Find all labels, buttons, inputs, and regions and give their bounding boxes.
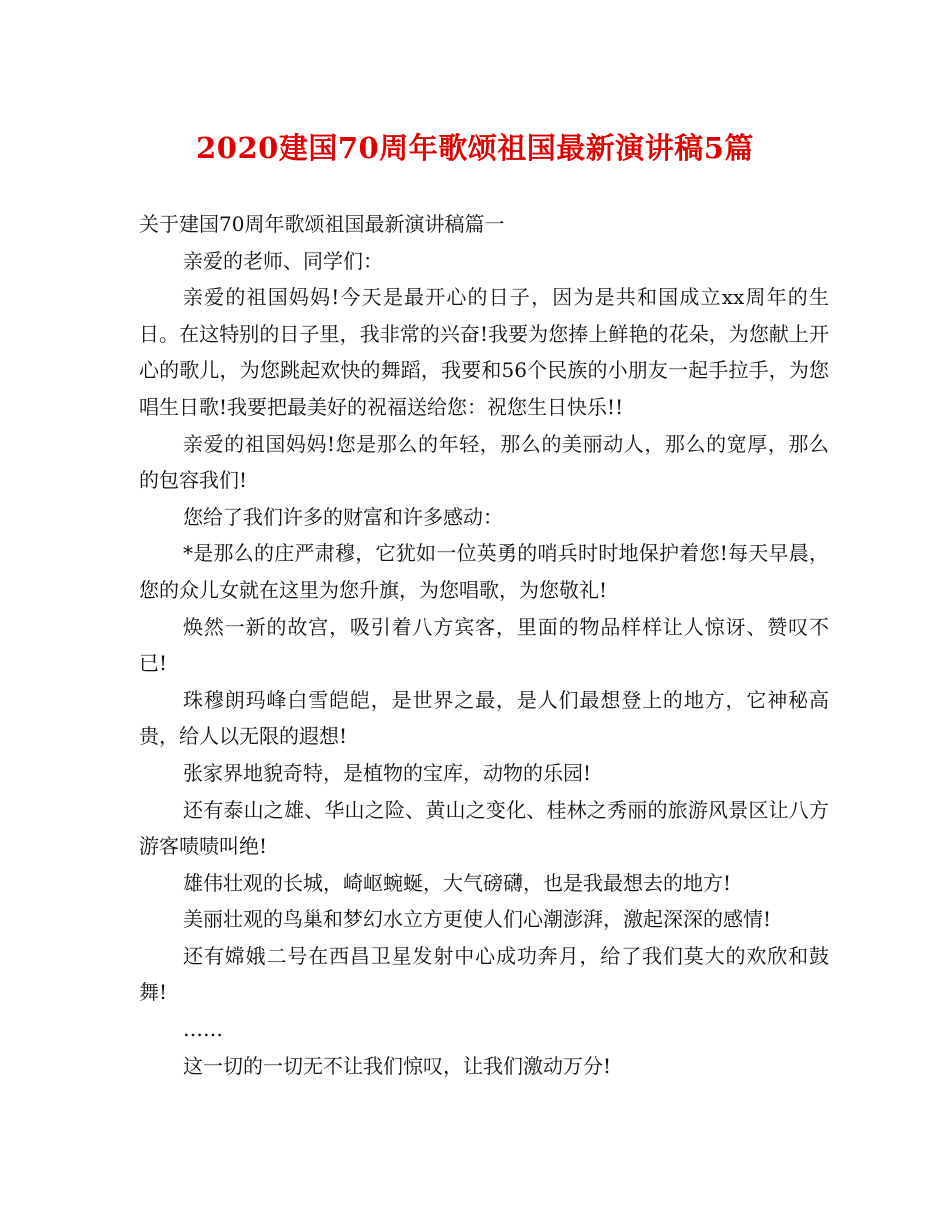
ellipsis-paragraph: …… [183,1017,223,1042]
paragraph-greeting: 亲爱的老师、同学们： [183,248,383,273]
paragraph: 亲爱的祖国妈妈!您是那么的年轻，那么的美丽动人，那么的宽厚，那么的包容我们! [139,431,829,493]
paragraph: 您给了我们许多的财富和许多感动： [183,504,503,529]
paragraph: 美丽壮观的鸟巢和梦幻水立方更使人们心潮澎湃，激起深深的感情! [183,907,772,932]
document-title: 2020建国70周年歌颂祖国最新演讲稿5篇 [196,131,754,165]
paragraph: 珠穆朗玛峰白雪皑皑，是世界之最，是人们最想登上的地方，它神秘高贵，给人以无限的遐想! [139,687,829,749]
paragraph: 张家界地貌奇特，是植物的宝库，动物的乐园! [183,760,592,785]
paragraph: 还有泰山之雄、华山之险、黄山之变化、桂林之秀丽的旅游风景区让八方游客啧啧叫绝! [139,797,829,859]
section-heading: 关于建国70周年歌颂祖国最新演讲稿篇一 [139,212,505,236]
paragraph: 雄伟壮观的长城，崎岖蜿蜒，大气磅礴，也是我最想去的地方! [183,870,732,895]
paragraph: 焕然一新的故宫，吸引着八方宾客，里面的物品样样让人惊讶、赞叹不已! [139,614,829,676]
paragraph: 还有嫦娥二号在西昌卫星发射中心成功奔月，给了我们莫大的欢欣和鼓舞! [139,943,829,1005]
paragraph: *是那么的庄严肃穆，它犹如一位英勇的哨兵时时地保护着您!每天早晨，您的众儿女就在这里为您升旗，为您唱歌，为您敬礼! [139,541,829,602]
paragraph: 这一切的一切无不让我们惊叹，让我们激动万分! [183,1053,612,1078]
document-body [139,206,829,1084]
paragraph: 亲爱的祖国妈妈!今天是最开心的日子，因为是共和国成立xx周年的生日。在这特别的日子里，我非常的兴奋!我要为您捧上鲜艳的花朵，为您献上开心的歌儿，为您跳起欢快的舞蹈，我要和56个民族的小朋友一起手拉手，为您唱生日歌!我要把最美好的祝福送给您：祝您生日快乐!! [139,285,829,419]
